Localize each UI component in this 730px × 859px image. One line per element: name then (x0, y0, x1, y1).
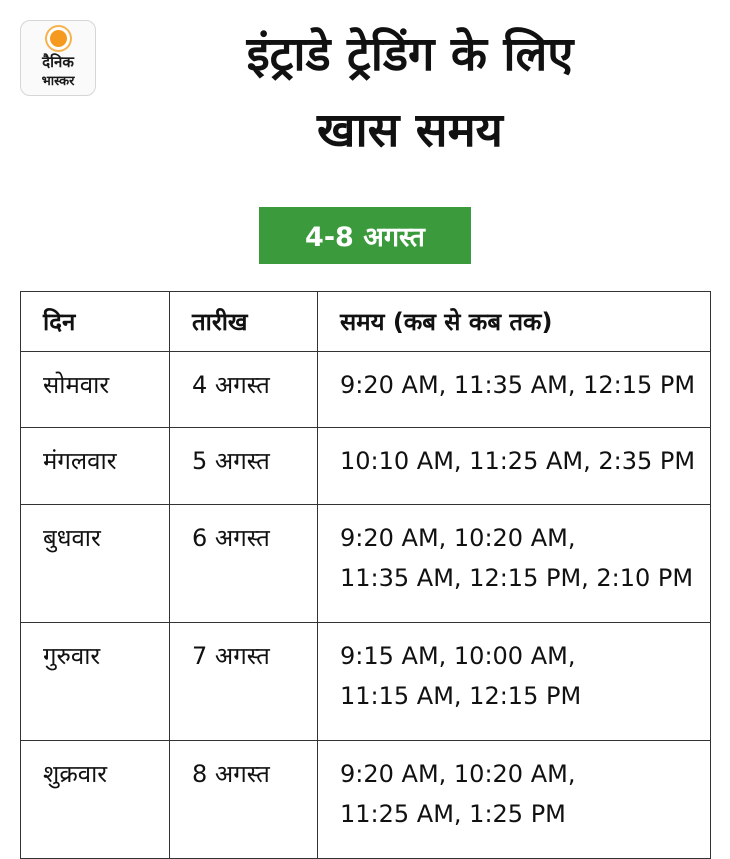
schedule-table (20, 291, 711, 859)
dainik-bhaskar-logo (20, 20, 96, 96)
date-range-badge: 4-8 अगस्त (259, 207, 471, 264)
date-cell: 7 अगस्त (170, 623, 318, 741)
time-cell (318, 352, 711, 428)
time-line: 11:25 AM, 1:25 PM (340, 800, 566, 828)
date-cell: 6 अगस्त (170, 505, 318, 623)
date-cell: 8 अगस्त (170, 741, 318, 859)
title-line2: खास समय (317, 103, 503, 158)
time-line: 9:15 AM, 10:00 AM, (340, 642, 576, 670)
date-cell: 4 अगस्त (170, 352, 318, 428)
header-day: दिन (21, 292, 170, 352)
day-cell: सोमवार (21, 352, 170, 428)
time-cell (318, 623, 711, 741)
table-row (21, 352, 711, 428)
time-line: 9:20 AM, 10:20 AM, (340, 760, 576, 788)
table-row (21, 623, 711, 741)
time-line: 10:10 AM, 11:25 AM, 2:35 PM (340, 447, 696, 475)
time-line: 11:35 AM, 12:15 PM, 2:10 PM (340, 564, 694, 592)
page-title (110, 22, 710, 164)
time-cell (318, 741, 711, 859)
sun-icon (50, 30, 67, 47)
time-cell (318, 505, 711, 623)
table-row (21, 505, 711, 623)
time-line: 9:20 AM, 10:20 AM, (340, 524, 576, 552)
table-row (21, 741, 711, 859)
day-cell: शुक्रवार (21, 741, 170, 859)
table-row (21, 428, 711, 505)
table-header-row (21, 292, 711, 352)
day-cell: मंगलवार (21, 428, 170, 505)
day-cell: बुधवार (21, 505, 170, 623)
day-cell: गुरुवार (21, 623, 170, 741)
time-cell (318, 428, 711, 505)
date-cell: 5 अगस्त (170, 428, 318, 505)
title-line1: इंट्राडे ट्रेडिंग के लिए (246, 27, 574, 82)
time-line: 9:20 AM, 11:35 AM, 12:15 PM (340, 371, 696, 399)
logo-text-line1: दैनिक (42, 53, 74, 71)
logo-text-line2: भास्कर (41, 74, 75, 89)
time-line: 11:15 AM, 12:15 PM (340, 682, 582, 710)
header-date: तारीख (170, 292, 318, 352)
header-time: समय (कब से कब तक) (318, 292, 711, 352)
